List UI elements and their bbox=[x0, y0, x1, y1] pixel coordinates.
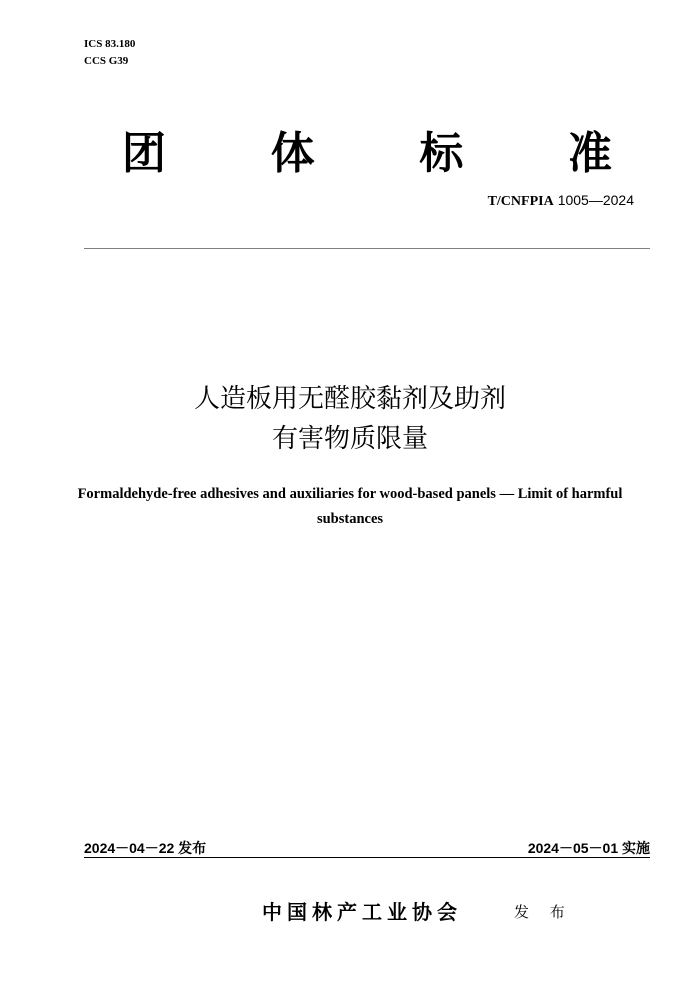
heading-char-4: 准 bbox=[567, 128, 612, 179]
standard-number bbox=[488, 190, 634, 212]
title-cn-line-2: 有害物质限量 bbox=[271, 424, 428, 454]
classification-codes bbox=[84, 36, 135, 70]
ics-code: ICS 83.180 bbox=[84, 38, 136, 50]
title-cn-line-1: 人造板用无醛胶黏剂及助剂 bbox=[193, 384, 506, 414]
top-divider bbox=[84, 248, 650, 249]
title-en: Formaldehyde-free adhesives and auxiliaries for wood-based panels — Limit of harmful substances bbox=[77, 486, 623, 527]
ccs-code: CCS G39 bbox=[84, 55, 129, 67]
bottom-divider bbox=[84, 857, 650, 858]
standard-code: 1005—2024 bbox=[557, 192, 634, 208]
implement-date: 2024－05－01 实施 bbox=[527, 840, 650, 856]
heading-char-3: 标 bbox=[419, 128, 464, 179]
publisher-name: 中国林产工业协会 bbox=[262, 900, 462, 924]
heading-char-2: 体 bbox=[270, 128, 315, 179]
document-type-heading bbox=[84, 124, 650, 184]
heading-char-1: 团 bbox=[122, 128, 166, 179]
publish-date: 2024－04－22 发布 bbox=[84, 840, 207, 856]
publisher-action: 发 布 bbox=[514, 903, 573, 921]
standard-prefix: T/CNFPIA bbox=[487, 194, 554, 209]
